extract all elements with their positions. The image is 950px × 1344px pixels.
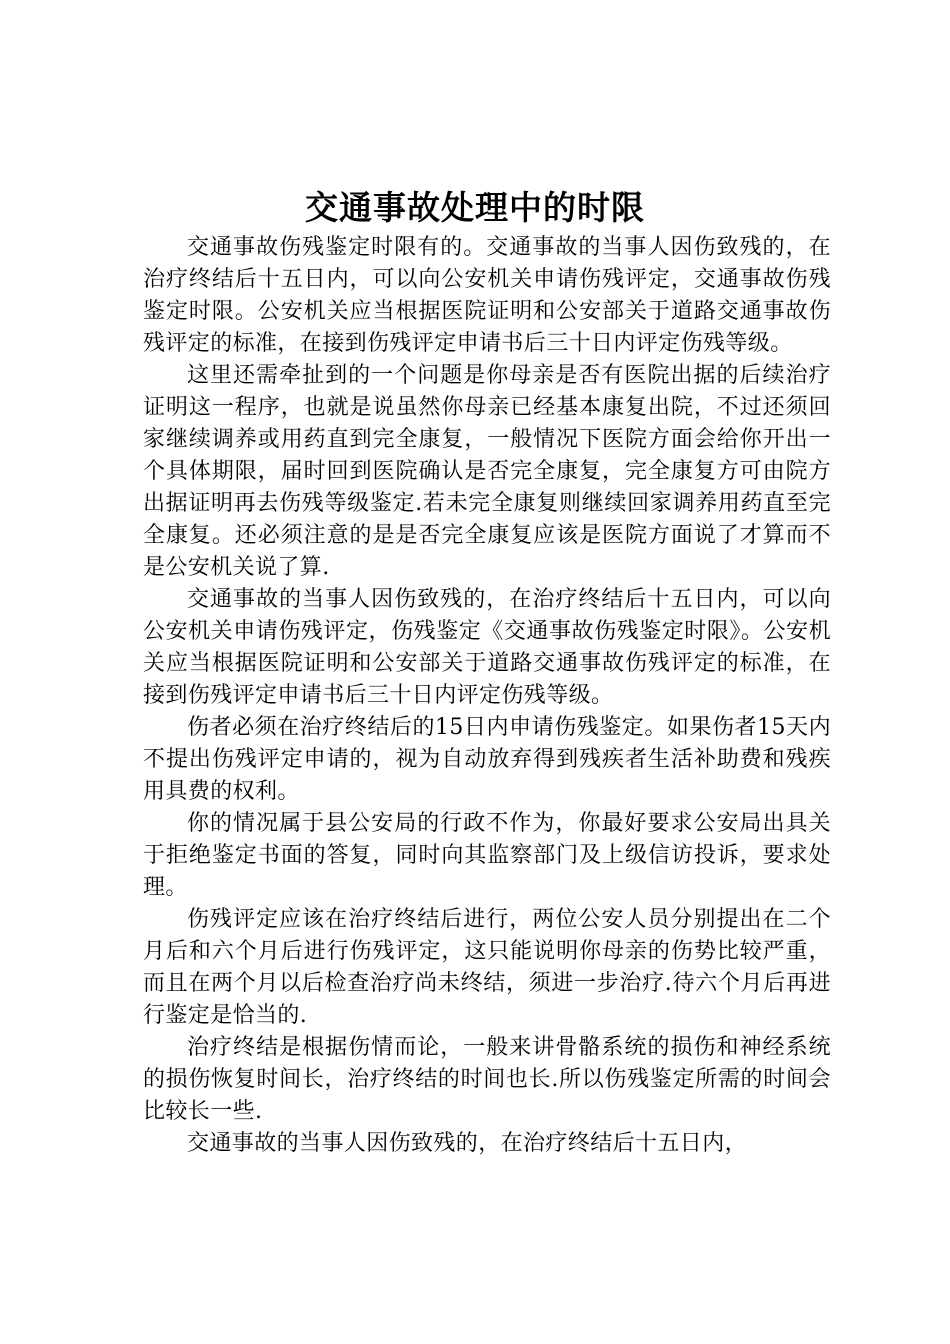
document-body xyxy=(143,232,831,1160)
paragraph-8: 交通事故的当事人因伤致残的，在治疗终结后十五日内， xyxy=(187,1131,748,1156)
paragraph-3: 交通事故的当事人因伤致残的，在治疗终结后十五日内，可以向公安机关申请伤残评定，伤残鉴定《交通事故伤残鉴定时限》。公安机关应当根据医院证明和公安部关于道路交通事故伤残评定的标准，在接到伤残评定申请书后三十日内评定伤残等级。 xyxy=(143,587,831,708)
paragraph-7: 治疗终结是根据伤情而论，一般来讲骨骼系统的损伤和神经系统的损伤恢复时间长，治疗终结的时间也长.所以伤残鉴定所需的时间会比较长一些. xyxy=(143,1035,831,1124)
paragraph-1: 交通事故伤残鉴定时限有的。交通事故的当事人因伤致残的，在治疗终结后十五日内，可以向公安机关申请伤残评定，交通事故伤残鉴定时限。公安机关应当根据医院证明和公安部关于道路交通事故伤残评定的标准，在接到伤残评定申请书后三十日内评定伤残等级。 xyxy=(143,235,831,356)
paragraph-4: 伤者必须在治疗终结后的15日内申请伤残鉴定。如果伤者15天内不提出伤残评定申请的，视为自动放弃得到残疾者生活补助费和残疾用具费的权利。 xyxy=(143,715,831,804)
document-title: 交通事故处理中的时限 xyxy=(305,188,645,227)
paragraph-6: 伤残评定应该在治疗终结后进行，两位公安人员分别提出在二个月后和六个月后进行伤残评定，这只能说明你母亲的伤势比较严重，而且在两个月以后检查治疗尚未终结，须进一步治疗.待六个月后再进行鉴定是恰当的. xyxy=(143,907,831,1028)
paragraph-5: 你的情况属于县公安局的行政不作为，你最好要求公安局出具关于拒绝鉴定书面的答复，同时向其监察部门及上级信访投诉，要求处理。 xyxy=(143,811,831,900)
paragraph-2: 这里还需牵扯到的一个问题是你母亲是否有医院出据的后续治疗证明这一程序，也就是说虽然你母亲已经基本康复出院，不过还须回家继续调养或用药直到完全康复，一般情况下医院方面会给你开出一个具体期限，届时回到医院确认是否完全康复，完全康复方可由院方出据证明再去伤残等级鉴定.若未完全康复则继续回家调养用药直至完全康复。还必须注意的是是否完全康复应该是医院方面说了才算而不是公安机关说了算. xyxy=(143,363,831,580)
